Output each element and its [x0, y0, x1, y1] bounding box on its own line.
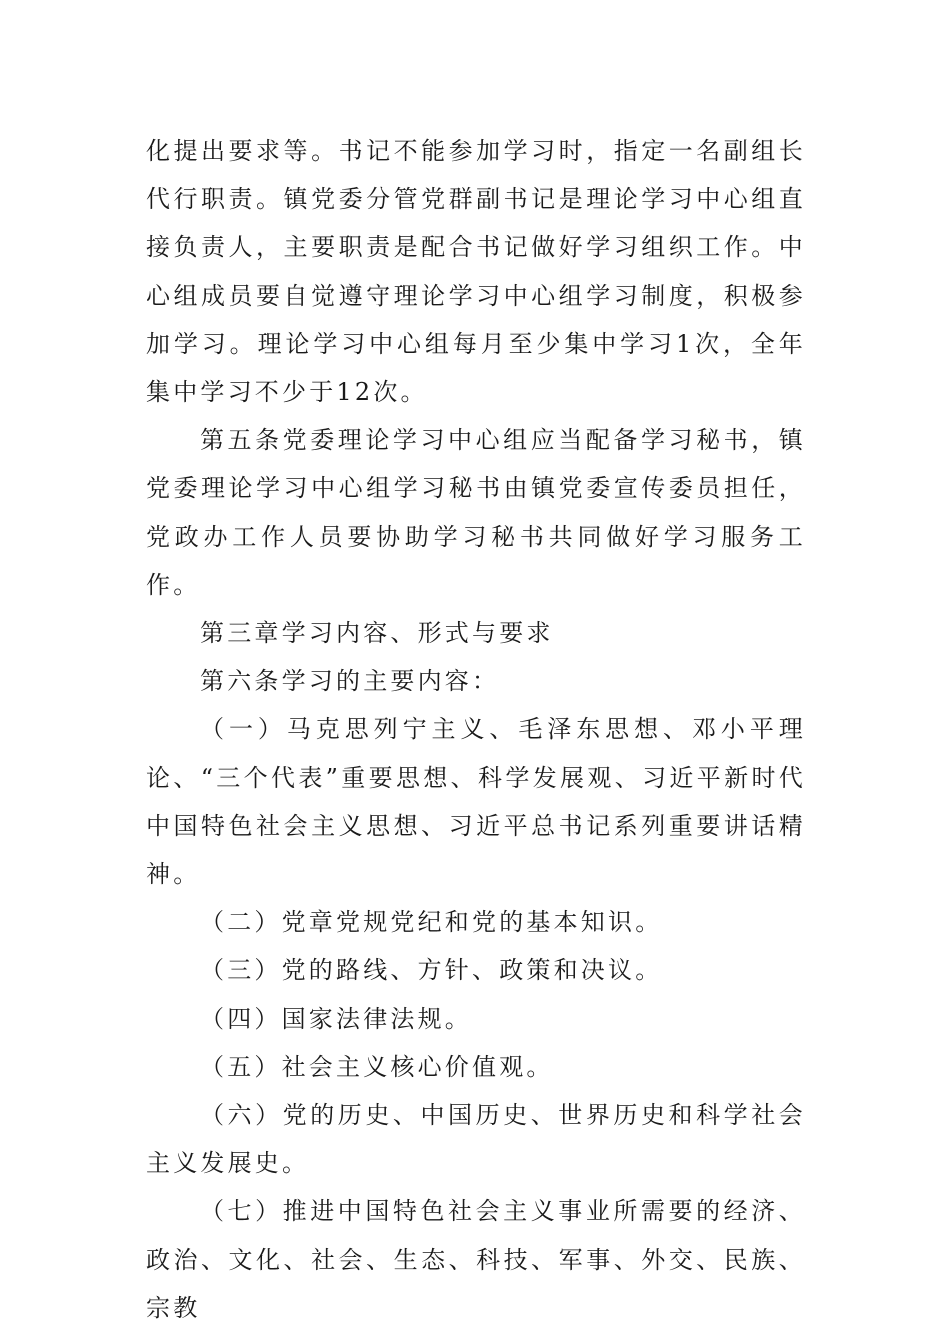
list-item-2: （二）党章党规党纪和党的基本知识。 [200, 908, 663, 937]
list-item-6: （六）党的历史、中国历史、世界历史和科学社会主义发展史。 [146, 1101, 806, 1178]
chapter-3-heading: 第三章学习内容、形式与要求 [200, 619, 554, 648]
document-body [146, 127, 806, 1332]
list-item-3: （三）党的路线、方针、政策和决议。 [200, 956, 663, 985]
list-item-4: （四）国家法律法规。 [200, 1004, 472, 1033]
paragraph-article-6: 第六条学习的主要内容： [200, 667, 500, 696]
list-item-7: （七）推进中国特色社会主义事业所需要的经济、政治、文化、社会、生态、科技、军事、外交、民族、宗教 [146, 1197, 806, 1322]
paragraph-article-5: 第五条党委理论学习中心组应当配备学习秘书，镇党委理论学习中心组学习秘书由镇党委宣传委员担任，党政办工作人员要协助学习秘书共同做好学习服务工作。 [146, 426, 806, 599]
list-item-5: （五）社会主义核心价值观。 [200, 1052, 554, 1081]
list-item-1: （一）马克思列宁主义、毛泽东思想、邓小平理论、“三个代表”重要思想、科学发展观、习近平新时代中国特色社会主义思想、习近平总书记系列重要讲话精神。 [146, 715, 806, 889]
paragraph-continuation: 化提出要求等。书记不能参加学习时，指定一名副组长代行职责。镇党委分管党群副书记是理论学习中心组直接负责人，主要职责是配合书记做好学习组织工作。中心组成员要自觉遵守理论学习中心组学习制度，积极参加学习。理论学习中心组每月至少集中学习1次，全年集中学习不少于12次。 [146, 137, 806, 407]
